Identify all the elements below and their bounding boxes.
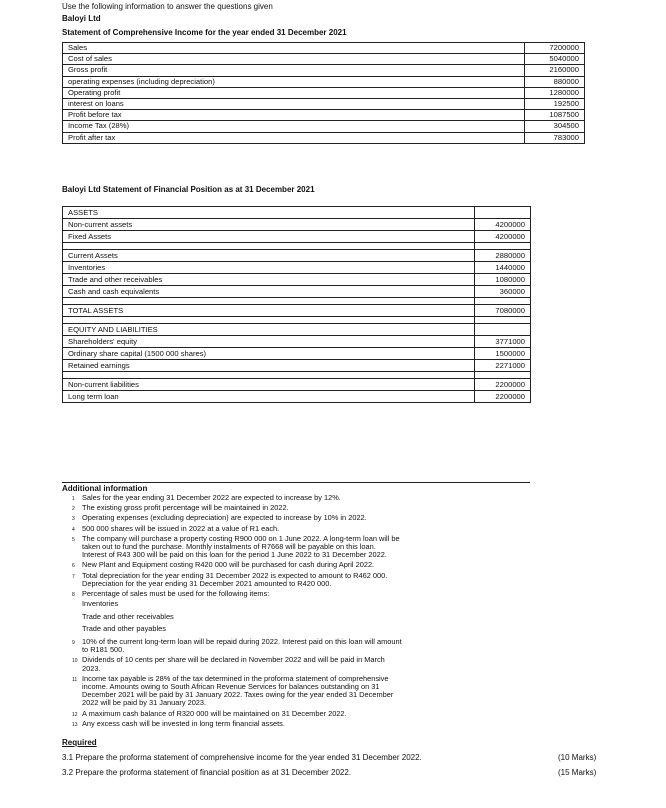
row-value: 7200000 bbox=[525, 43, 585, 54]
item-line: Percentage of sales must be used for the following items: bbox=[82, 589, 270, 598]
income-row bbox=[63, 76, 585, 87]
row-label: Ordinary share capital (1500 000 shares) bbox=[63, 348, 475, 360]
row-value: 2271000 bbox=[475, 360, 531, 372]
item-number: 6 bbox=[72, 563, 75, 570]
spacer-row bbox=[63, 317, 531, 324]
item-line: A maximum cash balance of R320 000 will be maintained on 31 December 2022. bbox=[82, 708, 347, 718]
row-label: Long term loan bbox=[63, 391, 475, 403]
company-name: Baloyi Ltd bbox=[62, 14, 101, 23]
income-row bbox=[63, 87, 585, 98]
row-label: ASSETS bbox=[63, 207, 475, 219]
item-number: 13 bbox=[72, 721, 78, 728]
row-label: Non-current liabilities bbox=[63, 379, 475, 391]
item-number: 5 bbox=[72, 536, 75, 543]
item-line: Trade and other payables bbox=[82, 624, 166, 634]
additional-item bbox=[72, 710, 542, 718]
position-row bbox=[63, 348, 531, 360]
row-value: 2200000 bbox=[475, 379, 531, 391]
item-line: to R181 500. bbox=[82, 645, 125, 655]
position-row bbox=[63, 207, 531, 219]
item-line: December 2021 will be paid by 31 January 2022. Taxes owing for the year ended 31 December bbox=[82, 690, 394, 700]
additional-item bbox=[72, 638, 542, 654]
item-number: 11 bbox=[72, 676, 78, 683]
row-value: 3771000 bbox=[475, 336, 531, 348]
row-label: Cash and cash equivalents bbox=[63, 286, 475, 298]
position-row bbox=[63, 324, 531, 336]
row-value: 1440000 bbox=[475, 262, 531, 274]
row-value: 2160000 bbox=[525, 65, 585, 76]
question-text: 3.2 Prepare the proforma statement of financial position as at 31 December 2022. bbox=[62, 768, 352, 777]
row-value: 880000 bbox=[525, 76, 585, 87]
item-number: 7 bbox=[72, 573, 75, 580]
additional-item bbox=[72, 514, 542, 522]
row-value: 5040000 bbox=[525, 54, 585, 65]
row-label: Operating profit bbox=[63, 87, 525, 98]
additional-info-title: Additional information bbox=[62, 484, 148, 493]
income-row bbox=[63, 132, 585, 143]
item-line: The company will purchase a property costing R900 000 on 1 June 2022. A long-term loan will be bbox=[82, 533, 400, 543]
position-row bbox=[63, 391, 531, 403]
additional-item bbox=[72, 600, 542, 608]
financial-position-table bbox=[62, 206, 531, 403]
item-line: Inventories bbox=[82, 599, 119, 609]
item-line: taken out to fund the purchase. Monthly instalments of R7668 will be payable on this loan. bbox=[82, 542, 376, 551]
required-heading: Required bbox=[62, 738, 97, 747]
additional-item bbox=[72, 656, 542, 672]
item-line: Total depreciation for the year ending 31 December 2022 is expected to amount to R462 000. bbox=[82, 570, 388, 580]
row-label: Sales bbox=[63, 43, 525, 54]
additional-item bbox=[72, 613, 542, 621]
item-line: Dividends of 10 cents per share will be declared in November 2022 and will be paid in March bbox=[82, 655, 385, 665]
row-label: Profit after tax bbox=[63, 132, 525, 143]
row-value bbox=[475, 207, 531, 219]
income-statement-table bbox=[62, 42, 585, 144]
additional-item bbox=[72, 625, 542, 633]
additional-item bbox=[72, 535, 542, 560]
item-number: 8 bbox=[72, 592, 75, 598]
row-label: Inventories bbox=[63, 262, 475, 274]
divider bbox=[62, 482, 530, 483]
item-line: Depreciation for the year ending 31 December 2021 amounted to R420 000. bbox=[82, 578, 332, 588]
income-row bbox=[63, 54, 585, 65]
additional-item bbox=[72, 720, 542, 728]
item-number: 12 bbox=[72, 711, 78, 718]
question-row bbox=[62, 753, 622, 768]
position-row bbox=[63, 379, 531, 391]
income-row bbox=[63, 98, 585, 109]
income-statement-title: Statement of Comprehensive Income for the year ended 31 December 2021 bbox=[62, 28, 347, 37]
question-marks: (10 Marks) bbox=[558, 753, 597, 762]
row-value: 360000 bbox=[475, 286, 531, 298]
row-value: 192500 bbox=[525, 98, 585, 109]
item-number: 2 bbox=[72, 506, 75, 513]
financial-position-title: Baloyi Ltd Statement of Financial Position as at 31 December 2021 bbox=[62, 185, 315, 194]
position-row bbox=[63, 360, 531, 372]
item-number: 10 bbox=[72, 658, 78, 665]
row-label: Profit before tax bbox=[63, 110, 525, 121]
row-value: 2200000 bbox=[475, 391, 531, 403]
additional-item bbox=[72, 590, 542, 598]
spacer-row bbox=[63, 372, 531, 379]
additional-item bbox=[72, 561, 542, 569]
row-value bbox=[475, 324, 531, 336]
question-row bbox=[62, 768, 622, 783]
item-number: 3 bbox=[72, 516, 75, 523]
additional-item bbox=[72, 504, 542, 512]
row-value: 4200000 bbox=[475, 219, 531, 231]
item-line: Interest of R43 300 will be paid on this loan for the period 1 June 2022 to 31 December 2022. bbox=[82, 550, 387, 560]
row-value: 7080000 bbox=[475, 305, 531, 317]
row-value: 304500 bbox=[525, 121, 585, 132]
item-line: 2022 will be paid by 31 January 2023. bbox=[82, 698, 207, 708]
item-line: Any excess cash will be invested in long term financial assets. bbox=[82, 718, 285, 728]
row-value: 1280000 bbox=[525, 87, 585, 98]
row-label: interest on loans bbox=[63, 98, 525, 109]
item-number: 9 bbox=[72, 640, 75, 646]
position-row bbox=[63, 219, 531, 231]
position-row bbox=[63, 274, 531, 286]
intro-text: Use the following information to answer the questions given bbox=[62, 2, 273, 11]
row-value: 4200000 bbox=[475, 231, 531, 243]
item-line: 2023. bbox=[82, 663, 101, 673]
additional-item bbox=[72, 494, 542, 502]
row-label: TOTAL ASSETS bbox=[63, 305, 475, 317]
position-row bbox=[63, 262, 531, 274]
income-row bbox=[63, 43, 585, 54]
income-row bbox=[63, 65, 585, 76]
item-line: The existing gross profit percentage will be maintained in 2022. bbox=[82, 503, 289, 513]
spacer-row bbox=[63, 298, 531, 305]
position-row bbox=[63, 305, 531, 317]
position-row bbox=[63, 286, 531, 298]
item-line: Income tax payable is 28% of the tax determined in the proforma statement of comprehensive bbox=[82, 673, 389, 683]
row-value: 1500000 bbox=[475, 348, 531, 360]
income-row bbox=[63, 121, 585, 132]
item-number: 1 bbox=[72, 496, 75, 502]
income-row bbox=[63, 110, 585, 121]
spacer-row bbox=[63, 243, 531, 250]
item-line: Operating expenses (excluding depreciation) are expected to increase by 10% in 2022. bbox=[82, 513, 367, 523]
row-label: Current Assets bbox=[63, 250, 475, 262]
item-line: 10% of the current long-term loan will be repaid during 2022. Interest paid on this loan will amount bbox=[82, 637, 402, 646]
row-value: 1087500 bbox=[525, 110, 585, 121]
item-line: New Plant and Equipment costing R420 000 will be purchased for cash during April 2022. bbox=[82, 560, 375, 570]
row-label: Cost of sales bbox=[63, 54, 525, 65]
row-label: Shareholders' equity bbox=[63, 336, 475, 348]
item-line: Sales for the year ending 31 December 2022 are expected to increase by 12%. bbox=[82, 493, 341, 502]
additional-item bbox=[72, 675, 542, 708]
row-label: Income Tax (28%) bbox=[63, 121, 525, 132]
additional-item bbox=[72, 572, 542, 588]
additional-item bbox=[72, 525, 542, 533]
item-line: income. Amounts owing to South African Revenue Services for balances outstanding on 31 bbox=[82, 682, 380, 691]
row-label: Gross profit bbox=[63, 65, 525, 76]
row-label: operating expenses (including depreciation) bbox=[63, 76, 525, 87]
question-marks: (15 Marks) bbox=[558, 768, 597, 777]
row-value: 2880000 bbox=[475, 250, 531, 262]
position-row bbox=[63, 231, 531, 243]
position-row bbox=[63, 336, 531, 348]
question-text: 3.1 Prepare the proforma statement of comprehensive income for the year ended 31 December 2022. bbox=[62, 753, 422, 762]
row-value: 783000 bbox=[525, 132, 585, 143]
position-row bbox=[63, 250, 531, 262]
row-label: Retained earnings bbox=[63, 360, 475, 372]
row-label: Trade and other receivables bbox=[63, 274, 475, 286]
row-label: Non-current assets bbox=[63, 219, 475, 231]
row-label: EQUITY AND LIABILITIES bbox=[63, 324, 475, 336]
questions-list bbox=[62, 753, 622, 783]
item-line: Trade and other receivables bbox=[82, 611, 174, 621]
row-value: 1080000 bbox=[475, 274, 531, 286]
item-line: 500 000 shares will be issued in 2022 at a value of R1 each. bbox=[82, 523, 280, 533]
item-number: 4 bbox=[72, 526, 75, 533]
row-label: Fixed Assets bbox=[63, 231, 475, 243]
